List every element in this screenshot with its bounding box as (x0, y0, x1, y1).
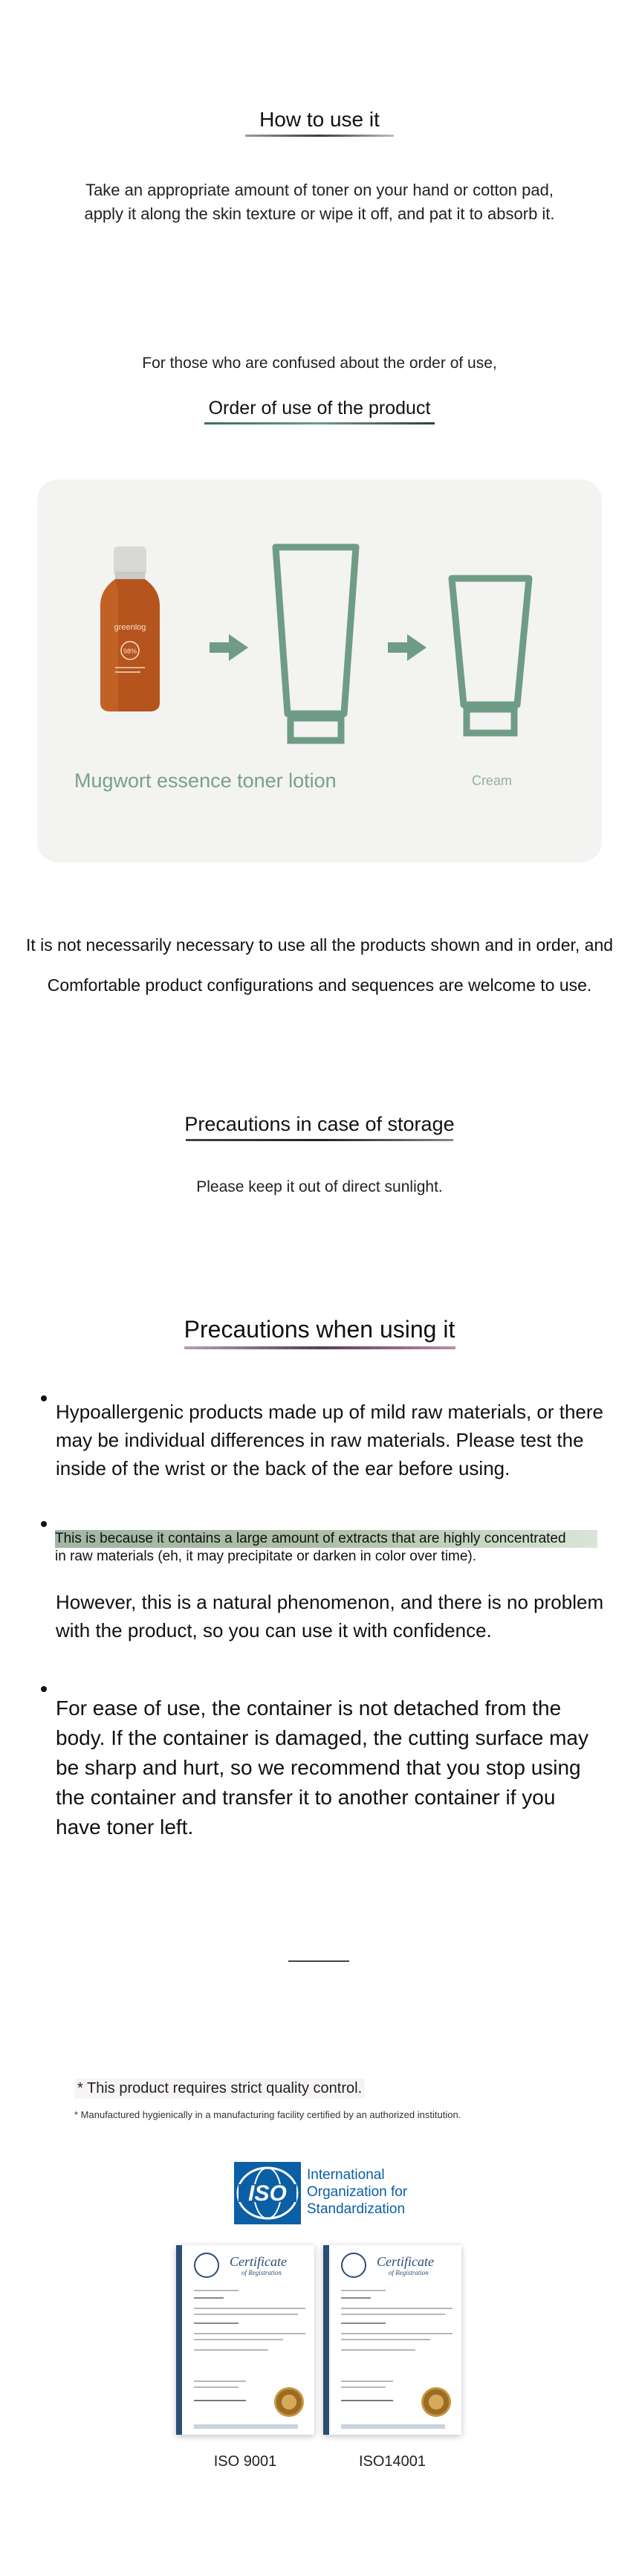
using-title: Precautions when using it (184, 1316, 455, 1343)
how-to-use-line-1: Take an appropriate amount of toner on your hand or cotton pad, (85, 181, 554, 199)
storage-title: Precautions in case of storage (184, 1113, 455, 1135)
bullet-2-text: However, this is a natural phenomenon, and there is no problem with the product, so you can use it with confidence. (56, 1591, 604, 1642)
section-divider (288, 1960, 349, 1962)
certificate-seal-icon (421, 2387, 451, 2417)
quality-note-2: * Manufactured hygienically in a manufacturing facility certified by an authorized institution. (74, 2109, 461, 2120)
order-note (0, 925, 639, 1005)
iso-logo-text: ISO (248, 2181, 287, 2206)
certificate-iso-14001 (323, 2245, 461, 2435)
bullet-dot (41, 1686, 47, 1692)
bullet-1-text: Hypoallergenic products made up of mild raw materials, or there may be individual differences in raw materials. Please test the inside of the wrist or the back of the ear before using. (56, 1401, 604, 1479)
iso-logo (234, 2162, 301, 2224)
bullet-2-note (55, 1530, 597, 1566)
order-note-line-2: Comfortable product configurations and sequences are welcome to use. (47, 975, 592, 995)
bullet-2-note-line-1: This is because it contains a large amount of extracts that are highly concentrated (55, 1530, 597, 1548)
bullet-dot (41, 1521, 47, 1527)
certificate-emblem-icon (341, 2253, 366, 2278)
certificate-1-caption: ISO 9001 (213, 2453, 277, 2470)
storage-text: Please keep it out of direct sunlight. (196, 1178, 443, 1195)
certificate-iso-9001 (176, 2245, 314, 2435)
tube-outline-icon (271, 543, 360, 745)
using-title-underline (184, 1346, 455, 1349)
order-title-underline (204, 422, 435, 425)
bullet-2-note-line-2: in raw materials (eh, it may precipitate or darken in color over time). (55, 1549, 477, 1564)
iso-org-name (307, 2166, 407, 2218)
title-underline (245, 135, 394, 137)
certificate-2-caption: ISO14001 (358, 2453, 426, 2470)
certificate-seal-icon (274, 2387, 304, 2417)
using-title-wrap (0, 1316, 639, 1349)
how-to-use-line-2: apply it along the skin texture or wipe it off, and pat it to absorb it. (84, 204, 555, 223)
bullet-dot (41, 1395, 47, 1401)
iso-org-line-1: International (307, 2167, 385, 2183)
certificate-emblem-icon (194, 2253, 219, 2278)
certificate-subtitle: of Registration (241, 2269, 282, 2276)
order-title-wrap (0, 398, 639, 425)
order-note-line-1: It is not necessarily necessary to use all the products shown and in order, and (25, 935, 614, 955)
certificate-title: Certificate (377, 2254, 434, 2269)
bullet-3-text: For ease of use, the container is not detached from the body. If the container is damaged, the cutting surface may be sharp and hurt, so we recommend that you stop using the container and transfer it to another container if you have toner left. (56, 1697, 588, 1839)
how-to-use-section (0, 108, 639, 137)
bottle-badge-text: 98% (123, 648, 137, 655)
order-title: Order of use of the product (208, 398, 431, 419)
toner-bottle-image (93, 546, 167, 714)
iso-org-line-2: Organization for (307, 2184, 408, 2200)
certificate-title: Certificate (230, 2254, 287, 2269)
bottle-brand-text: greenlog (114, 623, 146, 632)
arrow-right-icon (388, 634, 426, 661)
step-1-label: Mugwort essence toner lotion (74, 769, 337, 792)
cream-tube-outline-icon (446, 574, 535, 739)
how-to-use-text (0, 178, 639, 226)
certificate-subtitle: of Registration (389, 2269, 429, 2276)
quality-note-1: * This product requires strict quality control. (74, 2079, 365, 2099)
how-to-use-title: How to use it (259, 108, 380, 131)
arrow-right-icon (210, 634, 248, 661)
storage-title-wrap (0, 1113, 639, 1141)
order-intro: For those who are confused about the order of use, (142, 355, 497, 372)
iso-org-line-3: Standardization (307, 2201, 406, 2217)
step-3-label: Cream (472, 773, 513, 788)
storage-title-underline (186, 1139, 453, 1141)
